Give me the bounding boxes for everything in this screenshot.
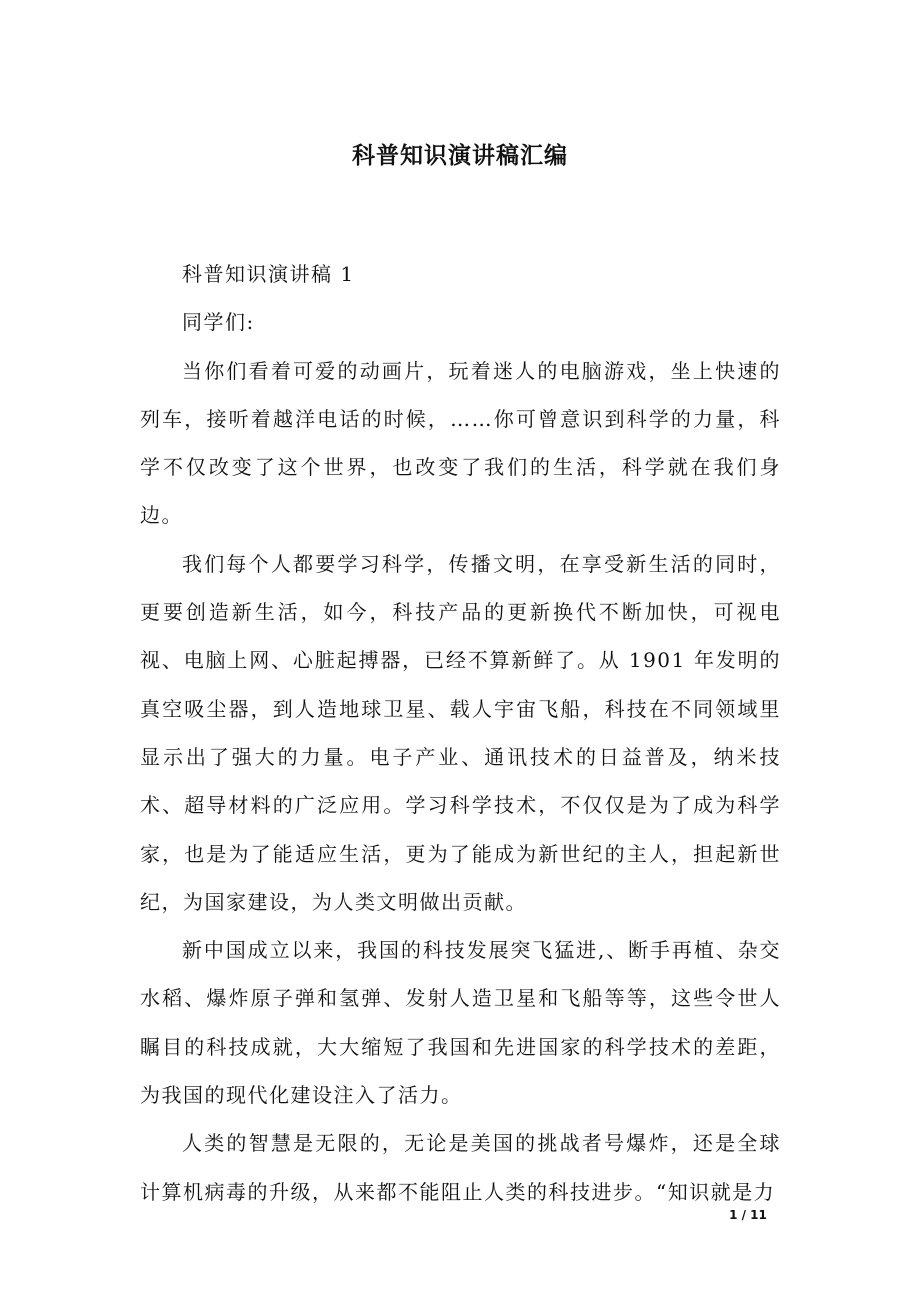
body-paragraph: 我们每个人都要学习科学，传播文明，在享受新生活的同时，更要创造新生活，如今，科技产品的更新换代不断加快，可视电视、电脑上网、心脏起搏器，已经不算新鲜了。从 1901 年发明的真空吸尘器，到人造地球卫星、载人宇宙飞船，科技在不同领域里显示出了强大的力量。电子产业、通讯技术的日益普及，纳米技术、超导材料的广泛应用。学习科学技术，不仅仅是为了成为科学家，也是为了能适应生活，更为了能成为新世纪的主人，担起新世纪，为国家建设，为人类文明做出贡献。: [140, 551, 781, 914]
body-paragraph: 当你们看着可爱的动画片，玩着迷人的电脑游戏，坐上快速的列车，接听着越洋电话的时候，……你可曾意识到科学的力量，科学不仅改变了这个世界，也改变了我们的生活，科学就在我们身边。: [140, 358, 781, 528]
body-paragraph: 新中国成立以来，我国的科技发展突飞猛进,、断手再植、杂交水稻、爆炸原子弹和氢弹、发射人造卫星和飞船等等，这些令世人瞩目的科技成就，大大缩短了我国和先进国家的科学技术的差距，为我国的现代化建设注入了活力。: [140, 938, 781, 1108]
salutation: 同学们:: [182, 310, 255, 335]
section-heading: 科普知识演讲稿 1: [182, 262, 355, 286]
document-title: 科普知识演讲稿汇编: [352, 143, 568, 169]
document-body: [140, 250, 781, 1216]
body-paragraph: 人类的智慧是无限的，无论是美国的挑战者号爆炸，还是全球计算机病毒的升级，从来都不能阻止人类的科技进步。“知识就是力: [140, 1131, 781, 1204]
page-number: 1 / 11: [729, 1208, 767, 1222]
